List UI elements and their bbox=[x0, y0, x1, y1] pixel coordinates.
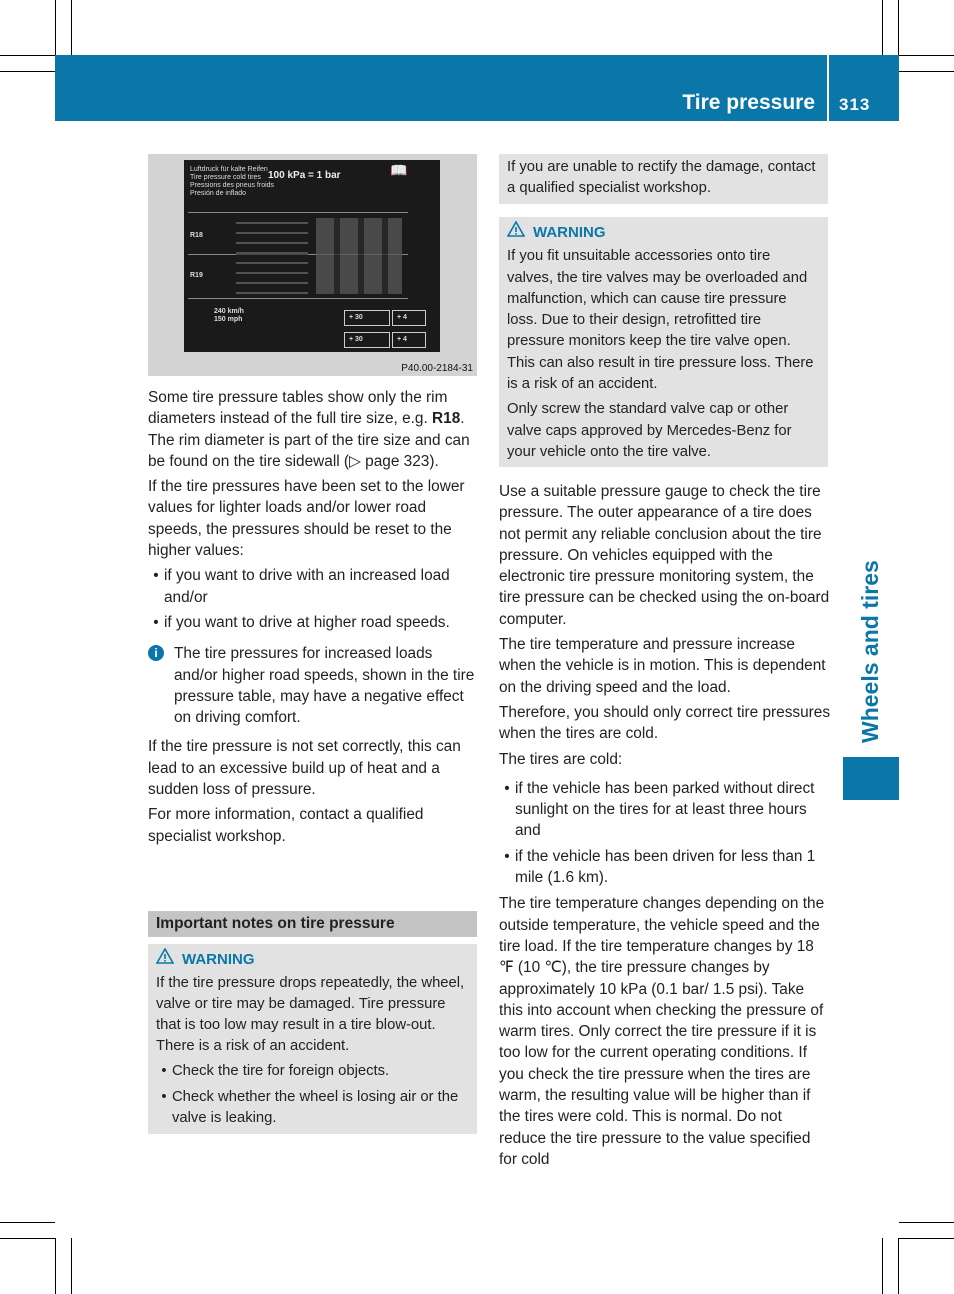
crop-mark bbox=[0, 71, 55, 72]
chapter-tab bbox=[843, 121, 899, 757]
crop-mark bbox=[899, 71, 954, 72]
paragraph: If the tire pressure is not set correctly, this can lead to an excessive build up of heat and a sudden loss of pressure. bbox=[148, 738, 461, 799]
paragraph: The tire temperature and pressure increase when the vehicle is in motion. This is dependent on the driving speed and the load. bbox=[499, 636, 826, 696]
list-item: • if the vehicle has been parked without direct sunlight on the tires for at least three hours and bbox=[504, 779, 815, 840]
paragraph: For more information, contact a qualified specialist workshop. bbox=[148, 806, 424, 845]
crop-mark bbox=[71, 0, 72, 55]
blurred-values bbox=[316, 218, 402, 294]
crop-mark bbox=[882, 1238, 883, 1294]
paragraph: Some tire pressure tables show only the rim diameters instead of the full tire size, e.g. R18. The rim diameter is part of the tire size and can be found on the tire sidewall (▷ page 323). bbox=[148, 389, 470, 470]
chapter-tab-label: Wheels and tires bbox=[857, 560, 883, 743]
crop-mark bbox=[55, 1238, 56, 1294]
adder-psi-2: + 4 bbox=[397, 336, 407, 343]
warning-heading: WARNING bbox=[156, 948, 469, 970]
warning-triangle-icon bbox=[156, 948, 174, 970]
speed-label: 240 km/h 150 mph bbox=[214, 308, 244, 323]
load-icons bbox=[236, 218, 308, 294]
left-column bbox=[148, 387, 480, 851]
section-title: Tire pressure bbox=[682, 91, 815, 114]
book-icon: 📖 bbox=[390, 162, 408, 178]
page-number: 313 bbox=[839, 95, 871, 114]
adder-kpa-2: + 30 bbox=[349, 336, 363, 343]
section-heading: Important notes on tire pressure bbox=[148, 911, 477, 937]
crop-mark bbox=[55, 0, 56, 55]
warning-triangle-icon bbox=[507, 221, 525, 243]
paragraph: Therefore, you should only correct tire pressures when the tires are cold. bbox=[499, 703, 831, 743]
crop-mark bbox=[0, 1222, 55, 1223]
list-item: • if you want to drive at higher road speeds. bbox=[153, 613, 450, 631]
page-header bbox=[55, 55, 899, 121]
warning-box: WARNING If the tire pressure drops repeatedly, the wheel, valve or tire may be damaged. Tire pressure that is too low may result in a tire blow-out. There is a risk of an accident. • Check the tire for foreign objects. • Check whether the wheel is losing air or the valve is leaking. bbox=[148, 944, 477, 1134]
warning-heading: WARNING bbox=[507, 221, 820, 243]
chapter-tab-marker bbox=[843, 757, 899, 800]
crop-mark bbox=[899, 1222, 954, 1223]
unit-note: 100 kPa = 1 bar bbox=[268, 170, 341, 181]
row-label-r19: R19 bbox=[190, 272, 203, 279]
paragraph: The tires are cold: bbox=[499, 750, 623, 768]
warning-box: WARNING If you fit unsuitable accessories onto tire valves, the tire valves may be overloaded and malfunction, which can cause tire pressure loss. Due to their design, retrofitted tire pressure monitors keep the tire valve open. This can also result in tire pressure loss. There is a risk of an accident. Only screw the standard valve cap or other valve caps approved by Mercedes-Benz for your vehicle onto the tire valve. bbox=[499, 217, 828, 467]
crop-mark bbox=[898, 0, 899, 55]
tire-pressure-label-image bbox=[184, 160, 440, 352]
info-box: If you are unable to rectify the damage, contact a qualified specialist workshop. bbox=[499, 154, 828, 204]
figure-caption: P40.00-2184-31 bbox=[401, 363, 473, 374]
info-icon: i bbox=[148, 645, 164, 661]
right-column bbox=[499, 481, 831, 1174]
crop-mark bbox=[898, 1238, 899, 1294]
list-item: • if the vehicle has been driven for less than 1 mile (1.6 km). bbox=[504, 847, 816, 887]
paragraph: Use a suitable pressure gauge to check the tire pressure. The outer appearance of a tire does not permit any reliable conclusion about the tire pressure. On vehicles equipped with the electronic tire pressure monitoring system, the tire pressure can be checked using the on-board computer. bbox=[499, 483, 830, 628]
adder-psi: + 4 bbox=[397, 314, 407, 321]
header-divider bbox=[827, 55, 829, 121]
crop-mark bbox=[0, 55, 55, 56]
crop-mark bbox=[899, 55, 954, 56]
crop-mark bbox=[899, 1238, 954, 1239]
paragraph: If the tire pressures have been set to the lower values for lighter loads and/or lower road speeds, the pressures should be reset to the higher values: bbox=[148, 478, 465, 560]
paragraph: The tire temperature changes depending on the outside temperature, the vehicle speed and the tire load. If the tire temperature changes by 18 ℉ (10 ℃), the tire pressure changes by approximately 10 kPa (0.1 bar/ 1.5 psi). Take this into account when checking the pressure of warm tires. Only correct the tire pressure if it is too low for the current operating conditions. If you check the tire pressure when the tires are warm, the resulting value will be higher than if the tires were cold. This is normal. Do not reduce the tire pressure to the value specified for cold bbox=[499, 895, 825, 1168]
info-note: i The tire pressures for increased loads and/or higher road speeds, shown in the tire pressure table, may have a negative effect on driving comfort. bbox=[148, 643, 480, 728]
crop-mark bbox=[71, 1238, 72, 1294]
tire-pressure-label-figure bbox=[148, 154, 477, 376]
crop-mark bbox=[882, 0, 883, 55]
list-item: • Check the tire for foreign objects. bbox=[161, 1063, 390, 1080]
row-label-r18: R18 bbox=[190, 232, 203, 239]
crop-mark bbox=[0, 1238, 55, 1239]
list-item: • Check whether the wheel is losing air or the valve is leaking. bbox=[161, 1088, 459, 1126]
label-header-text: Luftdruck für kalte Reifen Tire pressure cold tires Pressions des pneus froids Presión de inflado bbox=[190, 166, 275, 197]
adder-kpa: + 30 bbox=[349, 314, 363, 321]
list-item: • if you want to drive with an increased load and/or bbox=[153, 567, 450, 606]
